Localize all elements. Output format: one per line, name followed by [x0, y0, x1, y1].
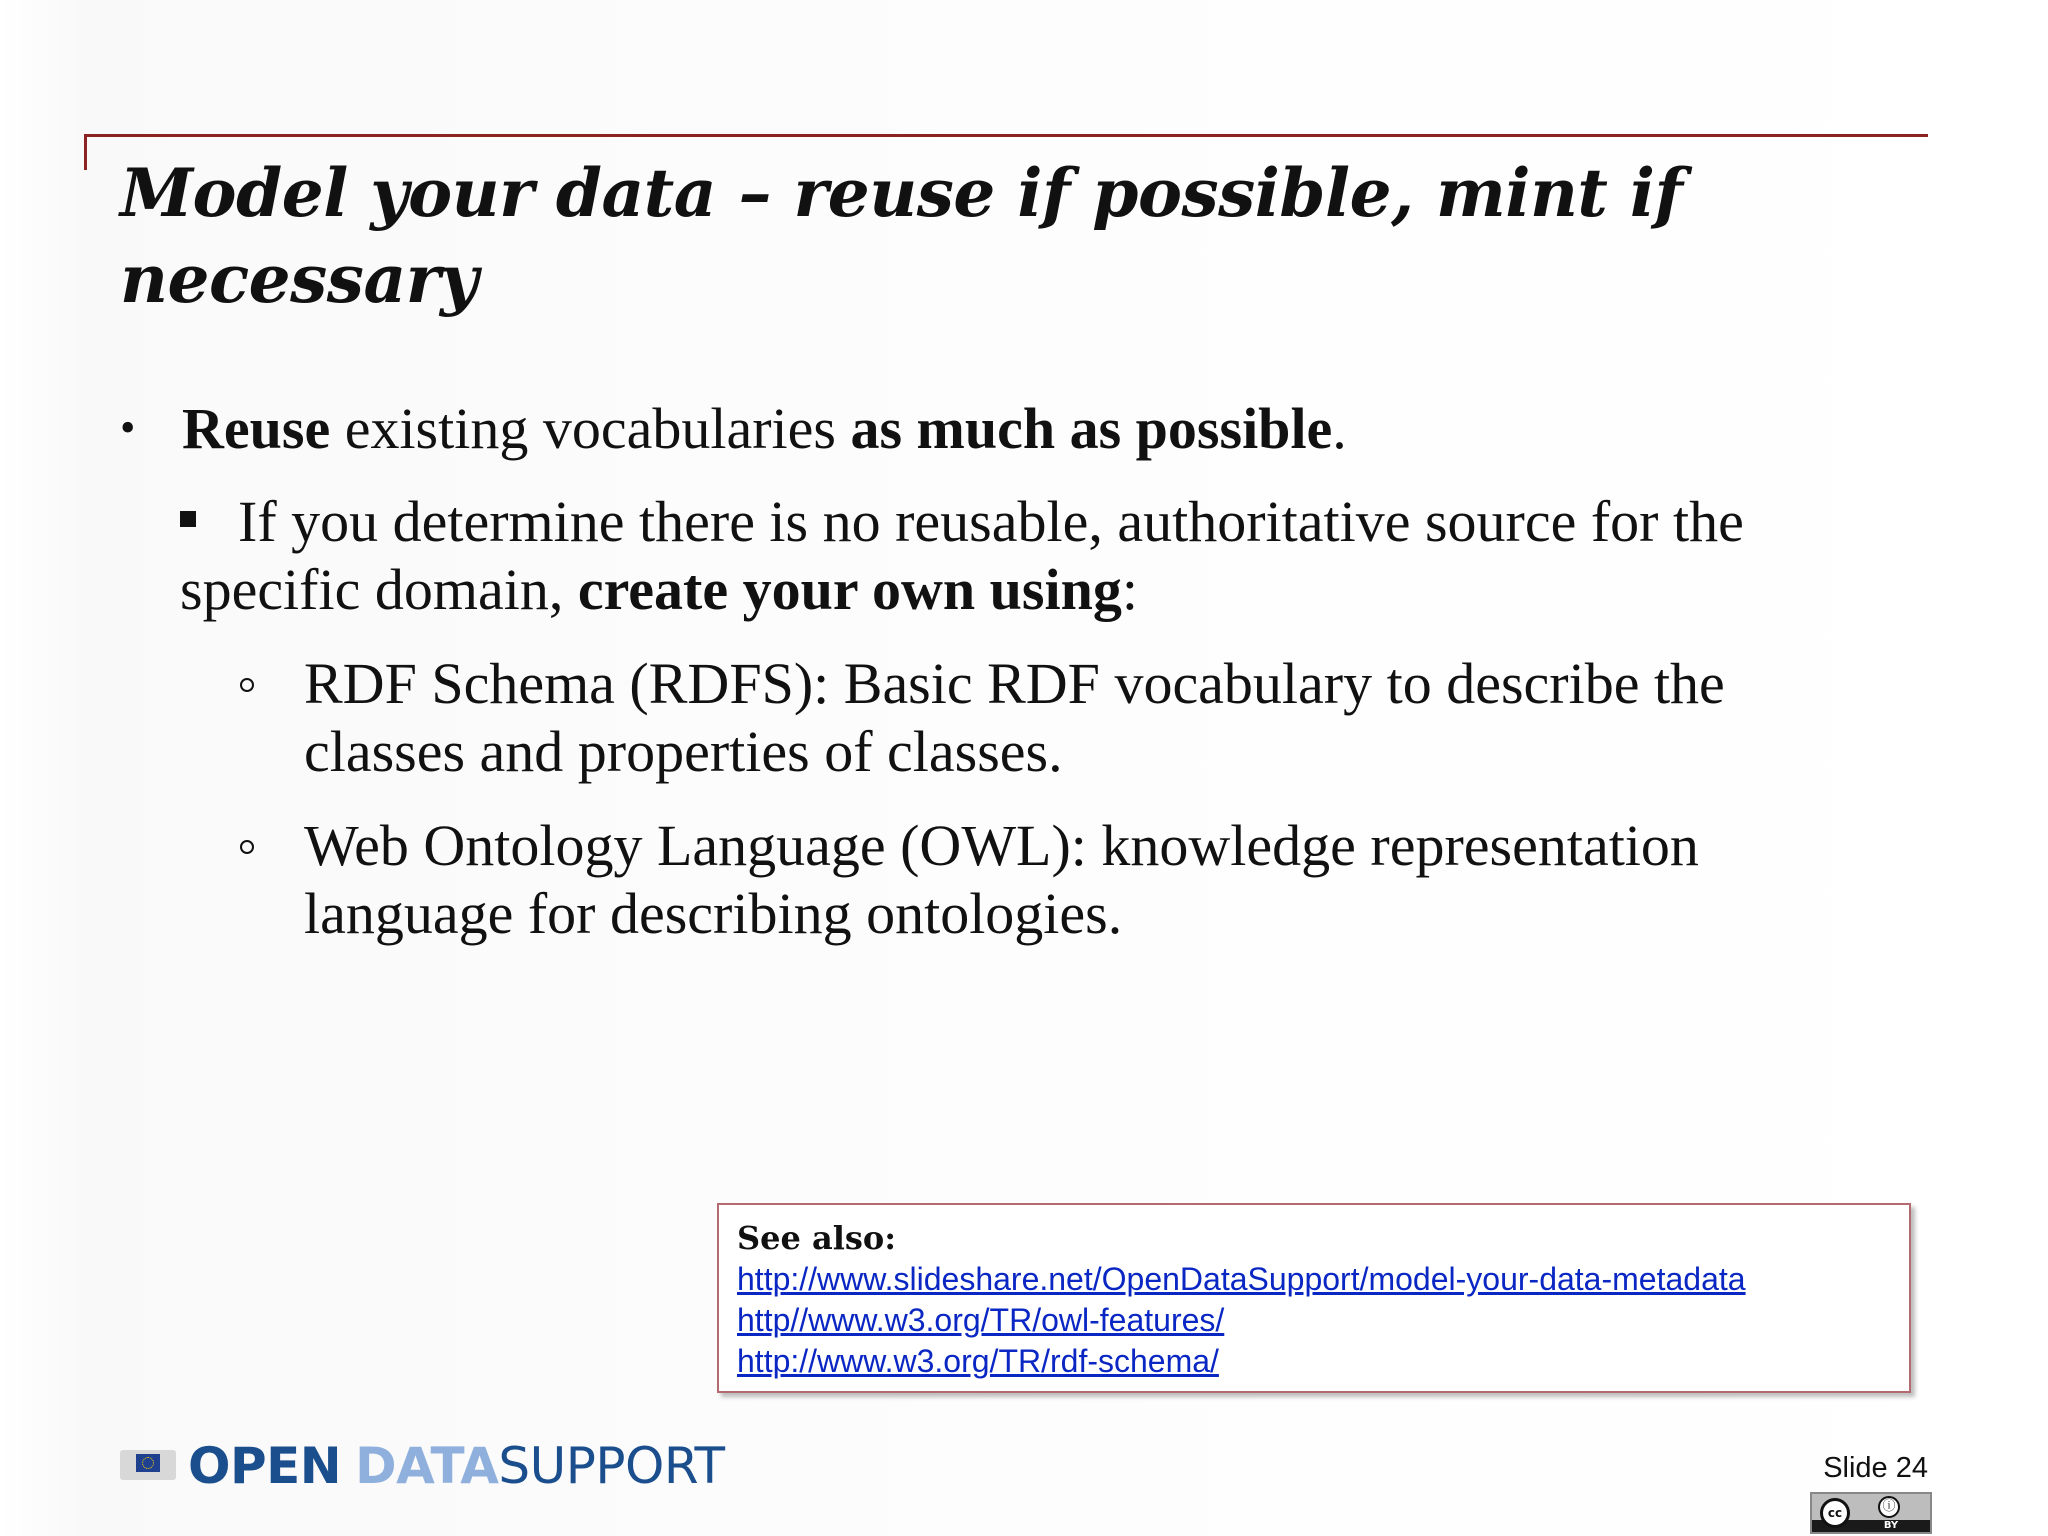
bullet-level1-text: existing vocabularies: [330, 396, 851, 461]
bullet-level1-bold-reuse: Reuse: [182, 396, 331, 461]
by-label: BY: [1883, 1520, 1899, 1531]
bullet-level1-period: .: [1332, 396, 1347, 461]
bullet-level2: [180, 488, 1900, 624]
circle-bullet-icon: [240, 678, 254, 692]
title-rule-tick: [84, 134, 87, 170]
link-owl-features[interactable]: http//www.w3.org/TR/owl-features/: [737, 1302, 1225, 1338]
bullet-level1: [120, 394, 1920, 463]
slide-number: Slide 24: [1823, 1452, 1928, 1484]
logo-support: SUPPORT: [498, 1437, 725, 1495]
link-slideshare[interactable]: http://www.slideshare.net/OpenDataSupport/model-your-data-metadata: [737, 1261, 1746, 1297]
square-bullet-icon: [180, 511, 196, 527]
bullet-level2-text: If you determine there is no reusable, authoritative source for the specific domain,: [180, 489, 1744, 622]
eu-flag-icon: [120, 1446, 176, 1486]
bullet-level3-rdfs: [240, 650, 1840, 786]
see-also-title: See also:: [737, 1219, 897, 1257]
bullet-level3-text: Web Ontology Language (OWL): knowledge representation language for describing ontologies.: [304, 813, 1699, 946]
cc-license-badge[interactable]: [1810, 1492, 1932, 1534]
bullet-level2-colon: :: [1121, 557, 1138, 622]
bullet-level1-bold-possible: as much as possible: [850, 396, 1333, 461]
bullet-level2-bold: create your own using: [577, 557, 1122, 622]
see-also-box: [717, 1203, 1911, 1393]
link-rdf-schema[interactable]: http://www.w3.org/TR/rdf-schema/: [737, 1343, 1219, 1379]
bullet-level3-owl: [240, 812, 1840, 948]
cc-license-icon: cc: [1820, 1498, 1850, 1528]
open-data-support-logo: [120, 1434, 725, 1498]
bullet-dot-icon: •: [120, 403, 136, 452]
bullet-level3-text: RDF Schema (RDFS): Basic RDF vocabulary to describe the classes and properties of classes.: [304, 651, 1725, 784]
by-attribution-icon: ⓘ: [1878, 1496, 1900, 1518]
slide-title: Model your data – reuse if possible, mint if necessary: [120, 154, 1683, 318]
logo-data: DATA: [355, 1437, 499, 1495]
title-rule: [84, 134, 1928, 137]
circle-bullet-icon: [240, 840, 254, 854]
logo-open: OPEN: [188, 1437, 342, 1495]
